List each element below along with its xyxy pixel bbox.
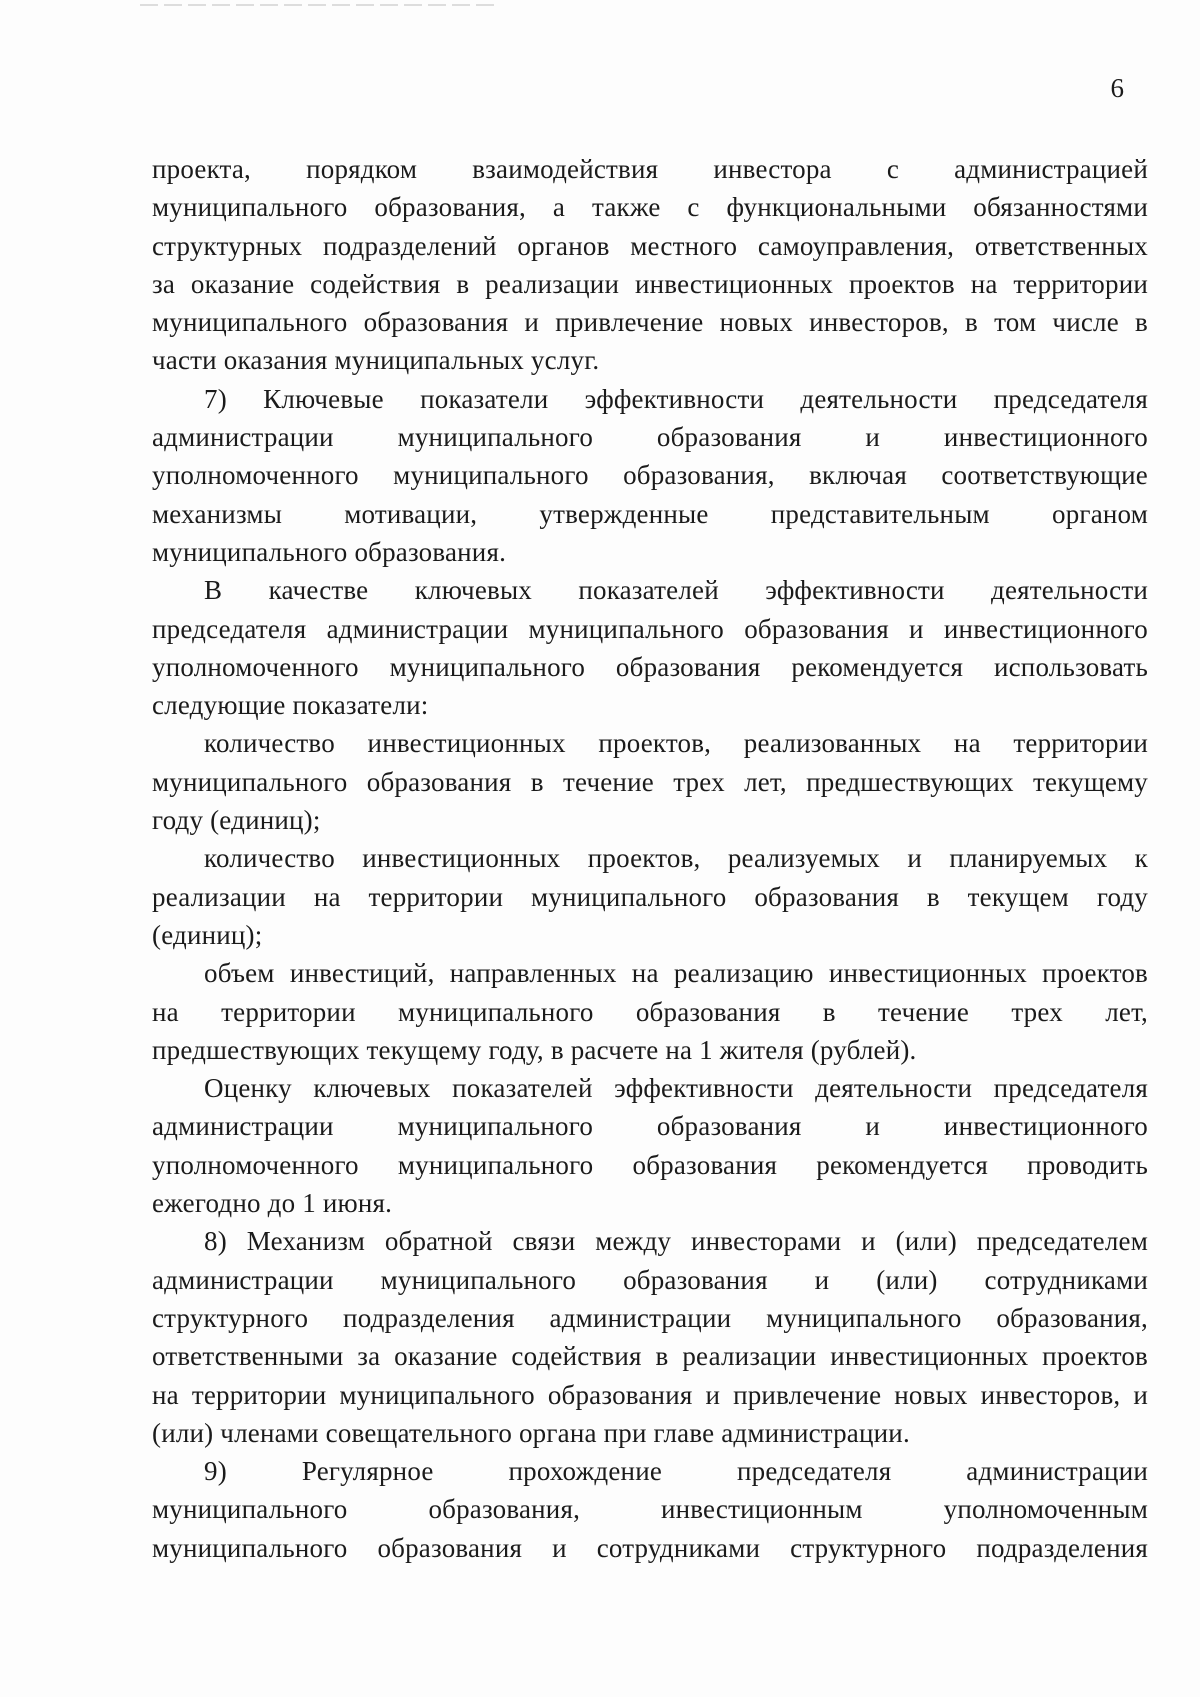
text-line: структурных подразделений органов местного самоуправления, ответственных [152, 230, 1148, 261]
text-line: структурного подразделения администрации муниципального образования, [152, 1302, 1148, 1333]
text-line: количество инвестиционных проектов, реализованных на территории [204, 728, 1148, 759]
text-line: муниципального образования, а также с функциональными обязанностями [152, 192, 1148, 223]
text-line: (единиц); [152, 919, 263, 950]
paragraph-kpi-1 [152, 724, 1148, 839]
text-line: муниципального образования и привлечение новых инвесторов, в том числе в [152, 307, 1148, 338]
text-line: 8) Механизм обратной связи между инвесторами и (или) председателем [204, 1226, 1148, 1257]
text-line: 7) Ключевые показатели эффективности деятельности председателя [204, 383, 1148, 414]
text-line: председателя администрации муниципального образования и инвестиционного [152, 613, 1148, 644]
paragraph-continuation [152, 150, 1148, 380]
paragraph-item-7 [152, 380, 1148, 571]
text-line: ежегодно до 1 июня. [152, 1188, 393, 1219]
text-line: муниципального образования в течение трех лет, предшествующих текущему [152, 766, 1148, 797]
text-line: на территории муниципального образования в течение трех лет, [152, 996, 1148, 1027]
text-line: администрации муниципального образования и (или) сотрудниками [152, 1264, 1148, 1295]
text-line: администрации муниципального образования и инвестиционного [152, 422, 1148, 453]
paragraph-kpi-assessment [152, 1069, 1148, 1222]
text-line: объем инвестиций, направленных на реализацию инвестиционных проектов [204, 958, 1148, 989]
text-line: администрации муниципального образования и инвестиционного [152, 1111, 1148, 1142]
text-line: 9) Регулярное прохождение председателя администрации [204, 1456, 1148, 1487]
paragraph-kpi-intro [152, 571, 1148, 724]
text-line: реализации на территории муниципального образования в текущем году [152, 881, 1148, 912]
text-line: части оказания муниципальных услуг. [152, 345, 600, 376]
scan-artifact-line [140, 4, 500, 6]
text-line: проекта, порядком взаимодействия инвестора с администрацией [152, 154, 1148, 184]
text-line: за оказание содействия в реализации инвестиционных проектов на территории [152, 268, 1148, 299]
text-line: следующие показатели: [152, 690, 429, 721]
paragraph-kpi-3 [152, 954, 1148, 1069]
text-line: муниципального образования, инвестиционным уполномоченным [152, 1494, 1148, 1525]
text-line: году (единиц); [152, 805, 321, 836]
text-line: уполномоченного муниципального образования, включая соответствующие [152, 460, 1148, 491]
text-line: муниципального образования. [152, 536, 507, 567]
text-line: уполномоченного муниципального образования рекомендуется проводить [152, 1149, 1148, 1180]
text-line: В качестве ключевых показателей эффективности деятельности [204, 575, 1148, 606]
text-line: предшествующих текущему году, в расчете на 1 жителя (рублей). [152, 1034, 917, 1065]
paragraph-kpi-2 [152, 839, 1148, 954]
page-number: 6 [1110, 73, 1124, 103]
paragraph-item-8 [152, 1222, 1148, 1452]
text-line: количество инвестиционных проектов, реализуемых и планируемых к [204, 843, 1148, 874]
text-line: муниципального образования и сотрудниками структурного подразделения [152, 1532, 1148, 1563]
text-line: ответственными за оказание содействия в реализации инвестиционных проектов [152, 1341, 1148, 1372]
text-line: (или) членами совещательного органа при главе администрации. [152, 1417, 910, 1448]
text-line: Оценку ключевых показателей эффективности деятельности председателя [204, 1073, 1148, 1104]
text-line: уполномоченного муниципального образования рекомендуется использовать [152, 651, 1148, 682]
document-body [152, 150, 1148, 1567]
text-line: механизмы мотивации, утвержденные представительным органом [152, 498, 1148, 529]
text-line: на территории муниципального образования и привлечение новых инвесторов, и [152, 1379, 1148, 1410]
paragraph-item-9 [152, 1452, 1148, 1567]
